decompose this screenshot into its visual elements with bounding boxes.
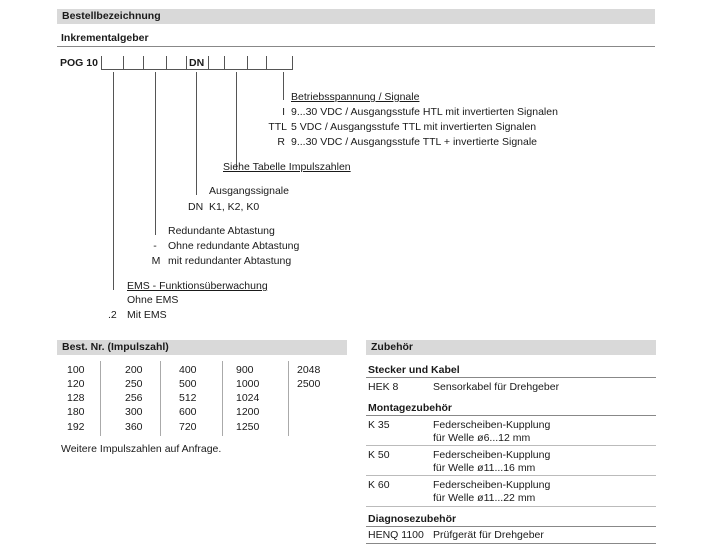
impulse-value: 200	[125, 364, 143, 376]
accessory-code: HEK 8	[368, 381, 399, 393]
impulse-value: 500	[179, 378, 197, 390]
order-code-prefix: POG 10	[60, 57, 98, 69]
accessory-text: für Welle ø11...22 mm	[433, 492, 536, 504]
divider	[366, 377, 656, 378]
impulse-value: 180	[67, 406, 85, 418]
betrieb-code: R	[277, 136, 285, 148]
ems-code: .2	[108, 309, 117, 321]
code-slot-divider	[292, 56, 293, 70]
code-slot-divider	[208, 56, 209, 70]
impulse-value: 1024	[236, 392, 260, 404]
impulse-value: 1250	[236, 421, 260, 433]
impulse-value: 1000	[236, 378, 260, 390]
leader-line-ausgang	[196, 72, 197, 195]
leader-line-ems	[113, 72, 114, 290]
table-col-divider	[222, 361, 223, 436]
code-slot-divider	[143, 56, 144, 70]
impulse-value: 2500	[297, 378, 321, 390]
montage-title: Montagezubehör	[368, 402, 452, 414]
accessory-code: HENQ 1100	[368, 529, 424, 541]
impulse-value: 120	[67, 378, 85, 390]
code-slot-divider	[186, 56, 187, 70]
section-title: Best. Nr. (Impulszahl)	[62, 341, 169, 353]
code-slot-divider	[247, 56, 248, 70]
divider	[366, 506, 656, 507]
bestnr-note: Weitere Impulszahlen auf Anfrage.	[61, 443, 222, 455]
divider	[366, 475, 656, 476]
code-slot-divider	[123, 56, 124, 70]
accessory-text: Sensorkabel für Drehgeber	[433, 381, 560, 393]
code-slot-divider	[266, 56, 267, 70]
order-code-baseline	[101, 69, 292, 70]
impulse-value: 400	[179, 364, 197, 376]
betrieb-text: 5 VDC / Ausgangsstufe TTL mit invertierten Signalen	[291, 121, 537, 133]
betrieb-text: 9...30 VDC / Ausgangsstufe TTL + invertierte Signale	[291, 136, 538, 148]
diagnose-title: Diagnosezubehör	[368, 513, 457, 525]
divider	[366, 415, 656, 416]
accessory-text: für Welle ø6...12 mm	[433, 432, 531, 444]
impulse-value: 512	[179, 392, 197, 404]
redundant-text: mit redundanter Abtastung	[168, 255, 292, 267]
redundant-code: -	[153, 240, 157, 252]
ems-text: Mit EMS	[127, 309, 167, 321]
code-slot-divider	[224, 56, 225, 70]
impulse-value: 250	[125, 378, 143, 390]
order-code-dn: DN	[189, 57, 205, 69]
impulse-value: 100	[67, 364, 85, 376]
section-header-bestellbezeichnung	[57, 9, 655, 24]
divider	[366, 445, 656, 446]
table-col-divider	[160, 361, 161, 436]
code-slot-divider	[166, 56, 167, 70]
impulse-value: 900	[236, 364, 254, 376]
ems-title: EMS - Funktionsüberwachung	[127, 280, 268, 292]
divider	[57, 46, 655, 47]
redundant-code: M	[151, 255, 161, 267]
ausgang-title: Ausgangssignale	[209, 185, 289, 197]
ausgang-text: K1, K2, K0	[209, 201, 260, 213]
redundant-text: Ohne redundante Abtastung	[168, 240, 300, 252]
betrieb-code: I	[282, 106, 285, 118]
redundant-title: Redundante Abtastung	[168, 225, 275, 237]
impulse-value: 600	[179, 406, 197, 418]
accessory-text: Federscheiben-Kupplung	[433, 479, 551, 491]
code-slot-divider	[101, 56, 102, 70]
accessory-text: Federscheiben-Kupplung	[433, 449, 551, 461]
impulse-value: 192	[67, 421, 85, 433]
betrieb-title: Betriebsspannung / Signale	[291, 91, 420, 103]
impulse-value: 2048	[297, 364, 321, 376]
section-title: Bestellbezeichnung	[62, 10, 161, 22]
table-col-divider	[288, 361, 289, 436]
impulse-value: 300	[125, 406, 143, 418]
accessory-text: Federscheiben-Kupplung	[433, 419, 551, 431]
stecker-title: Stecker und Kabel	[368, 364, 460, 376]
impulse-value: 1200	[236, 406, 260, 418]
section-title: Zubehör	[371, 341, 413, 353]
divider	[366, 526, 656, 527]
leader-line-impuls	[236, 72, 237, 170]
divider	[366, 543, 656, 544]
betrieb-code: TTL	[268, 121, 287, 133]
impulse-value: 128	[67, 392, 85, 404]
impuls-title: Siehe Tabelle Impulszahlen	[223, 161, 351, 173]
leader-line-redundant	[155, 72, 156, 235]
subsection-title-inkrementalgeber: Inkrementalgeber	[61, 32, 149, 44]
accessory-code: K 50	[368, 449, 390, 461]
ausgang-code: DN	[188, 201, 204, 213]
betrieb-text: 9...30 VDC / Ausgangsstufe HTL mit invertierten Signalen	[291, 106, 558, 118]
table-col-divider	[100, 361, 101, 436]
impulse-value: 360	[125, 421, 143, 433]
accessory-code: K 35	[368, 419, 390, 431]
impulse-value: 720	[179, 421, 197, 433]
leader-line-betrieb	[283, 72, 284, 100]
accessory-code: K 60	[368, 479, 390, 491]
section-header-zubehoer	[366, 340, 656, 355]
impulse-value: 256	[125, 392, 143, 404]
section-header-bestnr	[57, 340, 347, 355]
accessory-text: Prüfgerät für Drehgeber	[433, 529, 544, 541]
ems-text: Ohne EMS	[127, 294, 179, 306]
accessory-text: für Welle ø11...16 mm	[433, 462, 536, 474]
